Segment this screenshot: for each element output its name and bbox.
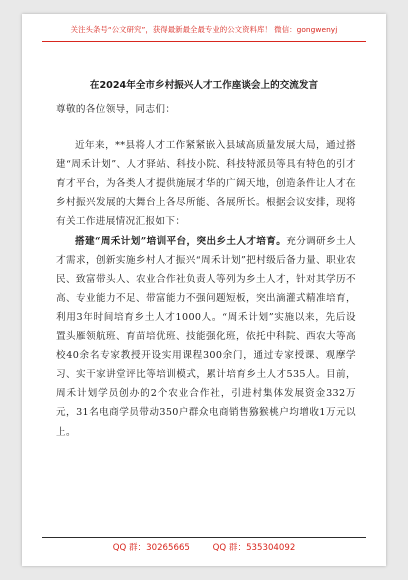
qq-group-1: QQ 群：30265665 — [112, 543, 190, 553]
document-title: 在2024年全市乡村振兴人才工作座谈会上的交流发言 — [89, 80, 319, 91]
footer-divider — [42, 537, 366, 538]
greeting: 尊敬的各位领导，同志们： — [56, 104, 176, 115]
paragraph-intro: 近年来，**县将人才工作紧紧嵌入县域高质量发展大局，通过搭建“周禾计划”、人才驿站、科技小院、科技特派员等具有特色的引才育才平台，为各类人才提供施展才华的广阔天地，创造条件让人才在乡村振兴发展的大舞台上各尽所能、各展所长。根据会议安排，现将有关工作进展情况汇报如下： — [56, 140, 356, 228]
paragraph-zhouhe-text: 充分调研乡土人才需求，创新实施乡村人才振兴“周禾计划”把村级后备力量、职业农民、致富带头人、农业合作社负责人等列为乡土人才，针对其学历不高、专业能力不足、带富能力不强问题短板，突出滴灌式精准培育，利用3年时间培育乡土人才1000人。“周禾计划”实施以来，先后设置头雁领航班、育苗培优班、技能强化班，依托中科院、西农大等高校40余名专家教授开设实用课程300余门，通过专家授课、观摩学习、实干家讲堂评比等培训模式，累计培育乡土人才535人。目前，周禾计划学员创办的2个农业合作社，引进村集体发展资金332万元，31名电商学员带动350户群众电商销售猕猴桃户均增收1万元以上。 — [56, 235, 356, 438]
header-divider — [42, 41, 366, 42]
qq-group-2: QQ 群：535304092 — [212, 543, 296, 553]
document-body — [56, 100, 356, 442]
paragraph-lead-heading: 搭建“周禾计划”培训平台，突出乡土人才培育。 — [75, 235, 287, 247]
header-banner: 关注头条号“公文研究”，获得最新最全最专业的公文资料库！ 微信：gongwenyj — [70, 25, 338, 34]
footer-contacts — [42, 541, 366, 553]
paragraph-zhouhe — [56, 232, 356, 442]
document-page — [22, 14, 386, 566]
